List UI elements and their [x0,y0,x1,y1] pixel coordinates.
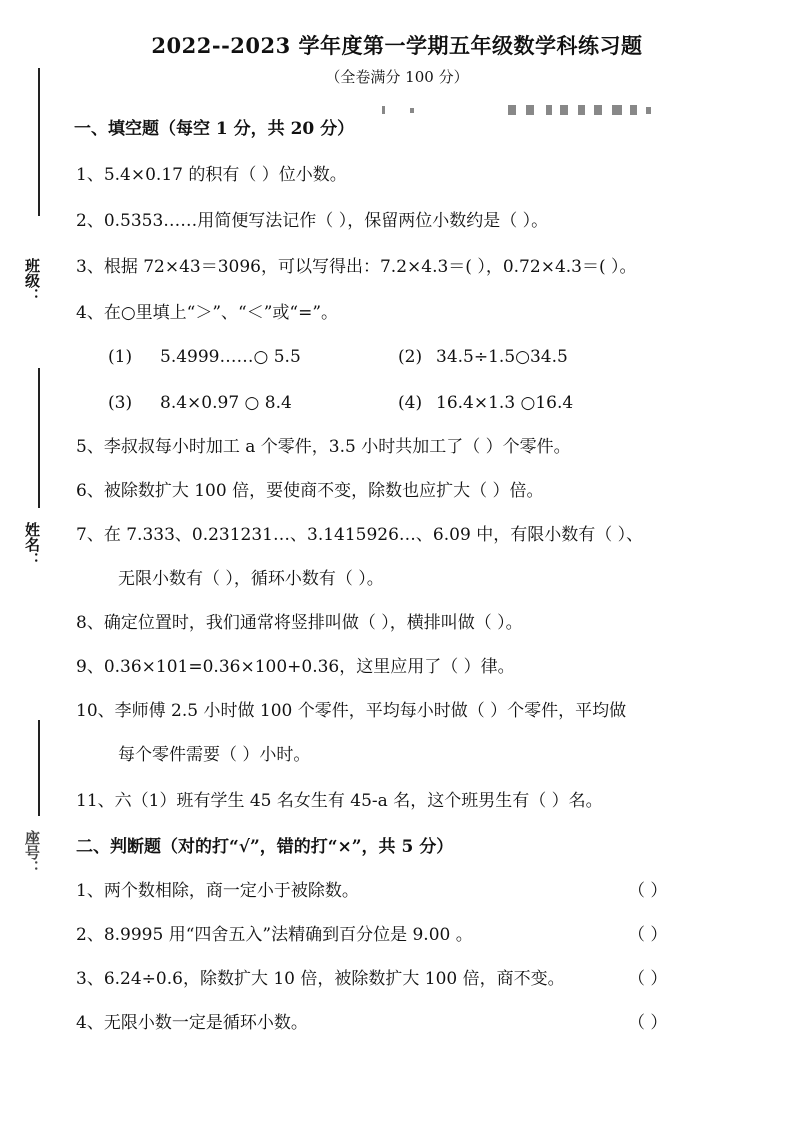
q4-item-1-num: (1) [108,347,133,367]
question-3: 3、根据 72×43＝3096，可以写得出：7.2×4.3＝( ），0.72×4.3＝( ）。 [76,257,637,277]
scan-noise [380,100,670,120]
name-label: 姓名： [23,522,41,567]
q4-item-4-expr: 16.4×1.3 ○16.4 [436,393,574,413]
q4-item-3-expr: 8.4×0.97 ○ 8.4 [160,393,292,413]
question-2: 2、0.5353……用简便写法记作（ ），保留两位小数约是（ ）。 [76,211,549,231]
question-10-line1: 10、李师傅 2.5 小时做 100 个零件，平均每小时做（ ）个零件，平均做 [76,701,627,721]
question-1: 1、5.4×0.17 的积有（ ）位小数。 [76,165,347,185]
seat-label: 座号： [23,830,41,875]
section1-heading: 一、填空题（每空 1 分，共 20 分） [74,119,355,139]
section2-heading: 二、判断题（对的打“√”，错的打“×”，共 5 分） [76,837,454,857]
judge-bracket-1: （ ） [628,881,668,901]
question-7-line2: 无限小数有（ ），循环小数有（ ）。 [118,569,384,589]
question-10-line2: 每个零件需要（ ）小时。 [118,745,311,765]
q4-item-2-num: (2) [398,347,423,367]
question-6: 6、被除数扩大 100 倍，要使商不变，除数也应扩大（ ）倍。 [76,481,544,501]
judge-bracket-4: （ ） [628,1013,668,1033]
question-9: 9、0.36×101=0.36×100+0.36，这里应用了（ ）律。 [76,657,515,677]
judge-bracket-2: （ ） [628,925,668,945]
q4-item-2-expr: 34.5÷1.5○34.5 [436,347,568,367]
q4-item-4-num: (4) [398,393,423,413]
question-5: 5、李叔叔每小时加工 a 个零件，3.5 小时共加工了（ ）个零件。 [76,437,571,457]
page-subtitle: （全卷满分 100 分） [325,68,469,86]
question-4: 4、在○里填上“＞”、“＜”或“=”。 [76,303,339,323]
question-8: 8、确定位置时，我们通常将竖排叫做（ ），横排叫做（ ）。 [76,613,523,633]
q4-item-3-num: (3) [108,393,133,413]
q4-item-1-expr: 5.4999……○ 5.5 [160,347,301,367]
judge-item-3: 3、6.24÷0.6，除数扩大 10 倍，被除数扩大 100 倍，商不变。 [76,969,565,989]
page-title: 2022--2023 学年度第一学期五年级数学科练习题 [151,33,643,58]
judge-item-2: 2、8.9995 用“四舍五入”法精确到百分位是 9.00 。 [76,925,473,945]
question-11: 11、六（1）班有学生 45 名女生有 45-a 名，这个班男生有（ ）名。 [76,791,603,811]
margin-line-bottom [38,720,40,816]
judge-bracket-3: （ ） [628,969,668,989]
question-7-line1: 7、在 7.333、0.231231…、3.1415926…、6.09 中，有限小数有（ ）、 [76,525,644,545]
margin-line-middle [38,368,40,508]
margin-line-top [38,68,40,216]
class-label: 班级： [23,258,41,303]
judge-item-4: 4、无限小数一定是循环小数。 [76,1013,308,1033]
judge-item-1: 1、两个数相除，商一定小于被除数。 [76,881,359,901]
